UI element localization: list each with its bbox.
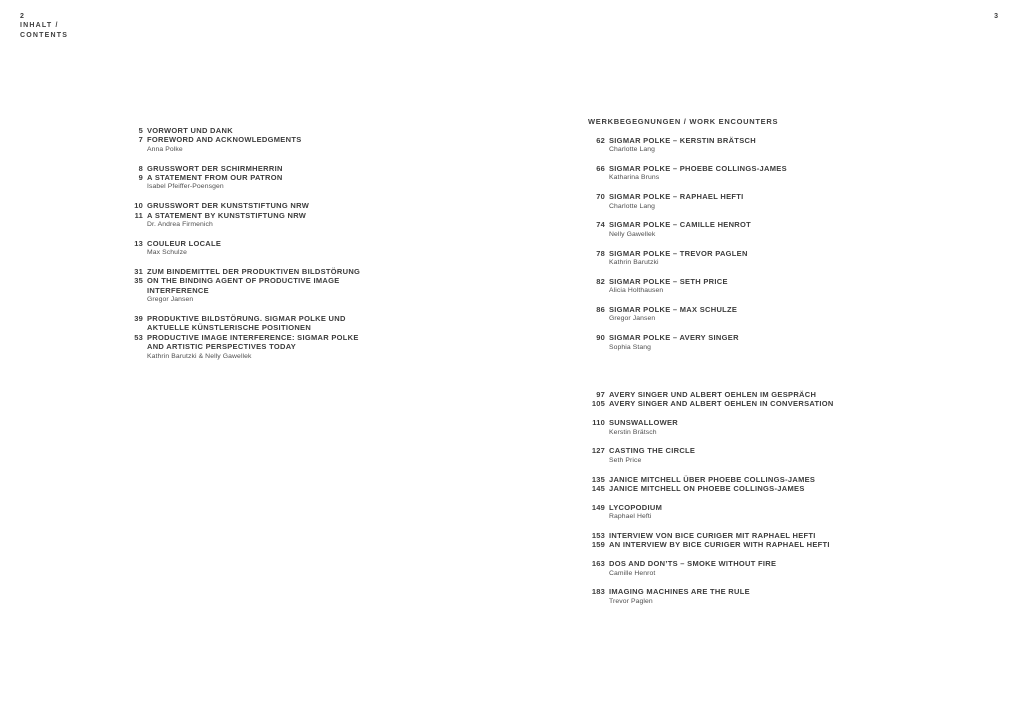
toc-author-line xyxy=(111,295,411,304)
toc-page-number xyxy=(111,323,143,332)
toc-line xyxy=(575,475,885,484)
toc-page-number xyxy=(111,352,143,361)
toc-line xyxy=(575,503,885,512)
toc-line xyxy=(111,286,411,295)
toc-title: SIGMAR POLKE – PHOEBE COLLINGS-JAMES xyxy=(609,164,787,173)
toc-title: GRUSSWORT DER KUNSTSTIFTUNG NRW xyxy=(147,201,310,211)
toc-page-number: 62 xyxy=(596,135,605,145)
toc-entry xyxy=(575,587,885,606)
toc-line xyxy=(575,220,885,229)
contents-column-right xyxy=(575,117,885,606)
toc-author: Kathrin Barutzki xyxy=(609,259,659,267)
toc-author-line xyxy=(111,352,411,361)
toc-page-number xyxy=(111,342,143,351)
toc-author: Kathrin Barutzki & Nelly Gawellek xyxy=(147,352,252,360)
toc-page-number: 35 xyxy=(134,276,143,286)
page-title-line-1: INHALT / xyxy=(20,22,59,30)
toc-page-number: 70 xyxy=(596,192,605,202)
toc-line xyxy=(575,446,885,455)
toc-page-number: 11 xyxy=(134,210,143,220)
toc-page-number xyxy=(575,202,605,211)
toc-page-number xyxy=(575,456,605,465)
toc-line xyxy=(575,277,885,286)
toc-title: AVERY SINGER AND ALBERT OEHLEN IN CONVERSATION xyxy=(609,399,834,409)
toc-page-number: 135 xyxy=(591,474,605,484)
toc-entry xyxy=(575,559,885,578)
toc-line xyxy=(575,390,885,399)
toc-line xyxy=(111,211,411,220)
toc-author-line xyxy=(575,286,885,295)
toc-line xyxy=(575,418,885,427)
toc-title: AVERY SINGER UND ALBERT OEHLEN IM GESPRÄCH xyxy=(609,390,817,400)
toc-author-line xyxy=(575,512,885,521)
work-encounters-group xyxy=(575,136,885,352)
toc-page-number: 8 xyxy=(138,163,143,173)
toc-author-line xyxy=(575,314,885,323)
toc-page-number: 127 xyxy=(591,446,605,456)
toc-author: Anna Polke xyxy=(147,145,183,153)
artist-texts-group xyxy=(575,390,885,606)
toc-entry xyxy=(575,192,885,211)
toc-page-number xyxy=(575,230,605,239)
toc-page-number xyxy=(111,220,143,229)
toc-page-number: 9 xyxy=(138,173,143,183)
toc-page-number: 163 xyxy=(591,559,605,569)
toc-page-number: 90 xyxy=(596,333,605,343)
toc-line xyxy=(111,164,411,173)
toc-page-number: 5 xyxy=(138,126,143,135)
toc-page-number xyxy=(575,145,605,154)
toc-page-number xyxy=(575,173,605,182)
toc-page-number: 66 xyxy=(596,164,605,173)
toc-page-number: 110 xyxy=(592,418,605,428)
toc-line xyxy=(111,201,411,210)
toc-title: DOS AND DON’TS – SMOKE WITHOUT FIRE xyxy=(609,559,777,569)
toc-title: CASTING THE CIRCLE xyxy=(609,446,696,456)
toc-entry xyxy=(575,531,885,550)
toc-title: PRODUCTIVE IMAGE INTERFERENCE: SIGMAR POLKE xyxy=(147,332,359,342)
toc-page-number xyxy=(575,569,605,578)
toc-entry xyxy=(111,239,411,258)
toc-entry xyxy=(111,126,411,154)
toc-title: AKTUELLE KÜNSTLERISCHE POSITIONEN xyxy=(147,323,312,333)
toc-entry xyxy=(575,446,885,465)
toc-line xyxy=(111,323,411,332)
page-number-right: 3 xyxy=(994,13,998,20)
toc-entry xyxy=(575,249,885,268)
toc-page-number xyxy=(111,295,143,304)
toc-page-number: 7 xyxy=(138,135,143,145)
toc-title: INTERVIEW VON BICE CURIGER MIT RAPHAEL HEFTI xyxy=(609,531,816,541)
toc-author: Max Schulze xyxy=(147,249,188,257)
toc-title: JANICE MITCHELL ÜBER PHOEBE COLLINGS-JAMES xyxy=(609,474,816,484)
toc-title: LYCOPODIUM xyxy=(609,502,663,512)
toc-entry xyxy=(575,164,885,183)
toc-page-number: 82 xyxy=(596,276,605,286)
toc-page-number: 153 xyxy=(591,531,605,541)
toc-title: JANICE MITCHELL ON PHOEBE COLLINGS-JAMES xyxy=(609,484,805,494)
toc-page-number xyxy=(111,182,143,191)
page-header-left xyxy=(20,12,68,40)
toc-line xyxy=(575,164,885,173)
toc-line xyxy=(111,126,411,135)
toc-author-line xyxy=(575,343,885,352)
toc-author: Isabel Pfeiffer-Poensgen xyxy=(147,183,224,191)
toc-author: Katharina Bruns xyxy=(609,174,660,182)
toc-author: Gregor Jansen xyxy=(609,315,656,323)
toc-author: Alicia Holthausen xyxy=(609,287,664,295)
toc-page-number xyxy=(575,343,605,352)
section-header-work-encounters: WERKBEGEGNUNGEN / WORK ENCOUNTERS xyxy=(588,117,779,126)
toc-line xyxy=(111,314,411,323)
toc-line xyxy=(575,305,885,314)
toc-title: GRUSSWORT DER SCHIRMHERRIN xyxy=(147,163,283,173)
toc-entry xyxy=(575,503,885,522)
toc-entry xyxy=(575,390,885,409)
toc-page-number xyxy=(575,314,605,323)
toc-author: Dr. Andrea Firmenich xyxy=(147,221,213,229)
toc-author: Charlotte Lang xyxy=(609,202,655,210)
toc-entry xyxy=(575,136,885,155)
toc-author-line xyxy=(575,258,885,267)
toc-author-line xyxy=(111,145,411,154)
toc-title: SIGMAR POLKE – KERSTIN BRÄTSCH xyxy=(609,135,756,145)
toc-line xyxy=(575,484,885,493)
toc-page-number: 145 xyxy=(591,484,605,494)
toc-page-number: 149 xyxy=(591,502,605,512)
toc-line xyxy=(575,531,885,540)
toc-page-number: 183 xyxy=(591,587,605,597)
toc-entry xyxy=(575,305,885,324)
toc-author: Camille Henrot xyxy=(609,569,656,577)
toc-author: Kerstin Brätsch xyxy=(609,428,657,436)
toc-line xyxy=(575,249,885,258)
toc-line xyxy=(111,333,411,342)
toc-author: Trevor Paglen xyxy=(609,597,653,605)
toc-title: VORWORT UND DANK xyxy=(147,126,233,135)
toc-entry xyxy=(575,418,885,437)
toc-line xyxy=(111,342,411,351)
toc-entry xyxy=(111,267,411,305)
toc-line xyxy=(111,276,411,285)
toc-author-line xyxy=(111,182,411,191)
toc-page-number: 97 xyxy=(596,390,605,400)
toc-entry xyxy=(111,314,411,361)
toc-title: SIGMAR POLKE – TREVOR PAGLEN xyxy=(609,248,748,258)
toc-entry xyxy=(575,277,885,296)
toc-page-number: 78 xyxy=(596,248,605,258)
toc-entry xyxy=(111,201,411,229)
toc-author-line xyxy=(575,230,885,239)
toc-author-line xyxy=(575,173,885,182)
toc-title: SIGMAR POLKE – RAPHAEL HEFTI xyxy=(609,192,744,202)
toc-author: Gregor Jansen xyxy=(147,296,194,304)
toc-page-number xyxy=(111,286,143,295)
toc-title: AND ARTISTIC PERSPECTIVES TODAY xyxy=(147,342,297,352)
toc-title: SIGMAR POLKE – AVERY SINGER xyxy=(609,333,739,343)
toc-author: Sophia Stang xyxy=(609,343,652,351)
toc-page-number xyxy=(575,258,605,267)
toc-author: Nelly Gawellek xyxy=(609,230,656,238)
toc-title: AN INTERVIEW BY BICE CURIGER WITH RAPHAEL HEFTI xyxy=(609,540,830,550)
toc-author-line xyxy=(111,248,411,257)
toc-page-number: 53 xyxy=(134,332,143,342)
toc-author: Seth Price xyxy=(609,456,642,464)
toc-page-number: 39 xyxy=(134,314,143,324)
toc-title: SIGMAR POLKE – MAX SCHULZE xyxy=(609,305,738,315)
toc-line xyxy=(111,267,411,276)
toc-page-number: 13 xyxy=(134,238,143,248)
toc-entry xyxy=(575,220,885,239)
toc-author-line xyxy=(111,220,411,229)
page-number-left: 2 xyxy=(20,13,26,20)
toc-title: SUNSWALLOWER xyxy=(609,418,679,428)
toc-entry xyxy=(575,475,885,494)
toc-line xyxy=(575,136,885,145)
toc-title: SIGMAR POLKE – CAMILLE HENROT xyxy=(609,220,752,230)
toc-line xyxy=(111,135,411,144)
toc-line xyxy=(575,587,885,596)
toc-author-line xyxy=(575,145,885,154)
toc-title: SIGMAR POLKE – SETH PRICE xyxy=(609,276,728,286)
toc-line xyxy=(575,559,885,568)
toc-line xyxy=(575,540,885,549)
toc-page-number: 74 xyxy=(596,220,605,230)
toc-entry xyxy=(111,164,411,192)
toc-title: FOREWORD AND ACKNOWLEDGMENTS xyxy=(147,135,302,145)
toc-page-number xyxy=(575,428,605,437)
toc-title: COULEUR LOCALE xyxy=(147,238,222,248)
toc-author-line xyxy=(575,428,885,437)
toc-page-number xyxy=(575,512,605,521)
toc-author-line xyxy=(575,202,885,211)
toc-entry xyxy=(575,333,885,352)
toc-page-number xyxy=(111,248,143,257)
toc-page-number: 10 xyxy=(134,201,143,211)
toc-author: Charlotte Lang xyxy=(609,146,655,154)
toc-page-number xyxy=(575,286,605,295)
toc-title: INTERFERENCE xyxy=(147,285,209,295)
toc-title: A STATEMENT BY KUNSTSTIFTUNG NRW xyxy=(147,210,307,220)
toc-author-line xyxy=(575,569,885,578)
contents-column-left xyxy=(111,126,411,361)
toc-page-number: 159 xyxy=(591,540,605,550)
toc-page-number xyxy=(575,597,605,606)
toc-page-number: 105 xyxy=(591,399,605,409)
toc-line xyxy=(575,192,885,201)
toc-author-line xyxy=(575,597,885,606)
toc-page-number: 86 xyxy=(596,305,605,315)
page-title-line-2: CONTENTS xyxy=(20,31,69,39)
toc-page-number xyxy=(111,145,143,154)
toc-title: PRODUKTIVE BILDSTÖRUNG. SIGMAR POLKE UND xyxy=(147,314,346,324)
toc-title: A STATEMENT FROM OUR PATRON xyxy=(147,173,283,183)
toc-line xyxy=(111,173,411,182)
toc-author: Raphael Hefti xyxy=(609,513,652,521)
toc-line xyxy=(111,239,411,248)
toc-line xyxy=(575,333,885,342)
toc-line xyxy=(575,399,885,408)
toc-title: ON THE BINDING AGENT OF PRODUCTIVE IMAGE xyxy=(147,276,340,286)
toc-title: IMAGING MACHINES ARE THE RULE xyxy=(609,587,750,597)
toc-author-line xyxy=(575,456,885,465)
toc-title: ZUM BINDEMITTEL DER PRODUKTIVEN BILDSTÖRUNG xyxy=(147,267,361,277)
toc-page-number: 31 xyxy=(134,267,143,277)
